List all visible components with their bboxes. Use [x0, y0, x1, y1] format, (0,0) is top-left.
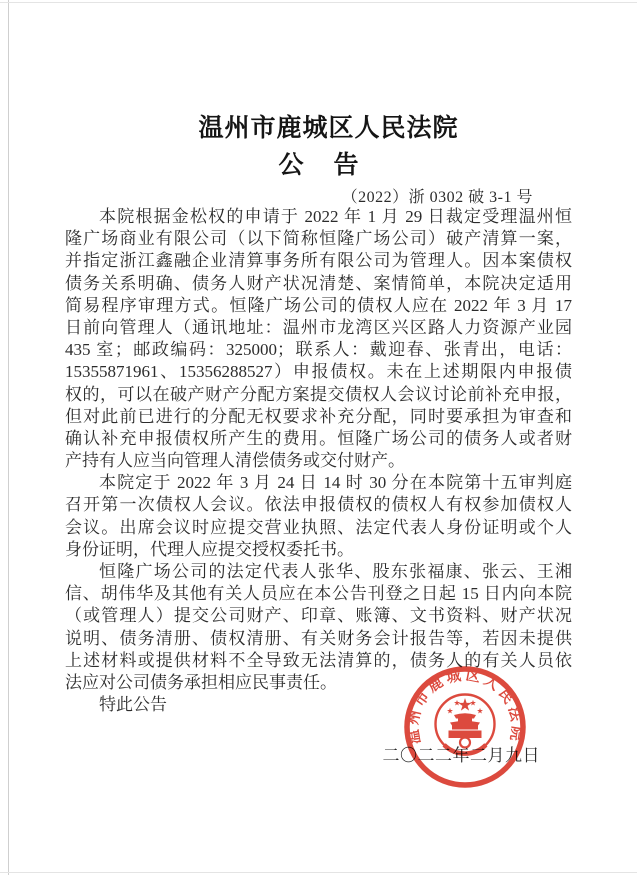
body-line: 信、胡伟华及其他有关人员应在本公告刊登之日起 15 日内向本院 [65, 584, 572, 604]
body-line: 身份证明，代理人应提交授权委托书。 [65, 539, 354, 559]
title-char-2: 告 [333, 152, 359, 179]
body-line: 特此公告 [99, 695, 167, 715]
title-char-1: 公 [278, 152, 304, 179]
seal-court-name: 温州市鹿城区人民法院 [405, 667, 525, 746]
body-line: 债务关系明确、债务人财产状况清楚、案情简单，本院决定适用 [65, 273, 572, 293]
body-line: 权的，可以在破产财产分配方案提交债权人会议讨论前补充申报， [65, 384, 572, 404]
body-line: 说明、债务清册、债权清册、有关财务会计报告等，若因未提供 [65, 628, 572, 648]
body-line: 上述材料或提供材料不全导致无法清算的，债务人的有关人员依 [65, 650, 572, 670]
body-line: 隆广场商业有限公司（以下简称恒隆广场公司）破产清算一案， [65, 229, 572, 249]
document-number: （2022）浙 0302 破 3-1 号 [341, 189, 533, 206]
scan-edge-left [8, 0, 9, 875]
body-paragraphs [65, 206, 572, 716]
announcement-title [65, 145, 572, 181]
scan-edge-top [0, 2, 637, 3]
body-line: 15355871961、15356288527）申报债权。未在上述期限内申报债 [65, 362, 572, 382]
body-line: 并指定浙江鑫融企业清算事务所有限公司为管理人。因本案债权 [65, 251, 572, 271]
body-line: 会议。出席会议时应提交营业执照、法定代表人身份证明或个人 [65, 517, 572, 537]
document-date: 二〇二二年二月九日 [382, 746, 540, 765]
body-line: 435 室；邮政编码：325000；联系人：戴迎春、张青出，电话： [65, 340, 572, 360]
court-name-heading: 温州市鹿城区人民法院 [198, 115, 459, 142]
body-line: （或管理人）提交公司财产、印章、账簿、文书资料、财产状况 [65, 606, 572, 626]
body-line: 法应对公司债务承担相应民事责任。 [65, 672, 337, 692]
body-line: 召开第一次债权人会议。依法申报债权的债权人有权参加债权人 [65, 495, 572, 515]
body-line: 简易程序审理方式。恒隆广场公司的债权人应在 2022 年 3 月 17 [65, 295, 572, 315]
body-line: 恒隆广场公司的法定代表人张华、股东张福康、张云、王湘 [99, 562, 572, 581]
body-line: 本院根据金松权的申请于 2022 年 1 月 29 日裁定受理温州恒 [99, 207, 572, 226]
body-line: 确认补充申报债权所产生的费用。恒隆广场公司的债务人或者财 [65, 428, 572, 448]
body-line: 本院定于 2022 年 3 月 24 日 14 时 30 分在本院第十五审判庭 [99, 473, 572, 493]
body-line: 日前向管理人（通讯地址：温州市龙湾区兴区路人力资源产业园 [65, 317, 572, 337]
body-line: 产持有人应当向管理人清偿债务或交付财产。 [65, 451, 405, 471]
body-line: 但对此前已进行的分配无权要求补充分配，同时要承担为审查和 [65, 406, 572, 426]
scan-edge-bottom [0, 872, 637, 873]
